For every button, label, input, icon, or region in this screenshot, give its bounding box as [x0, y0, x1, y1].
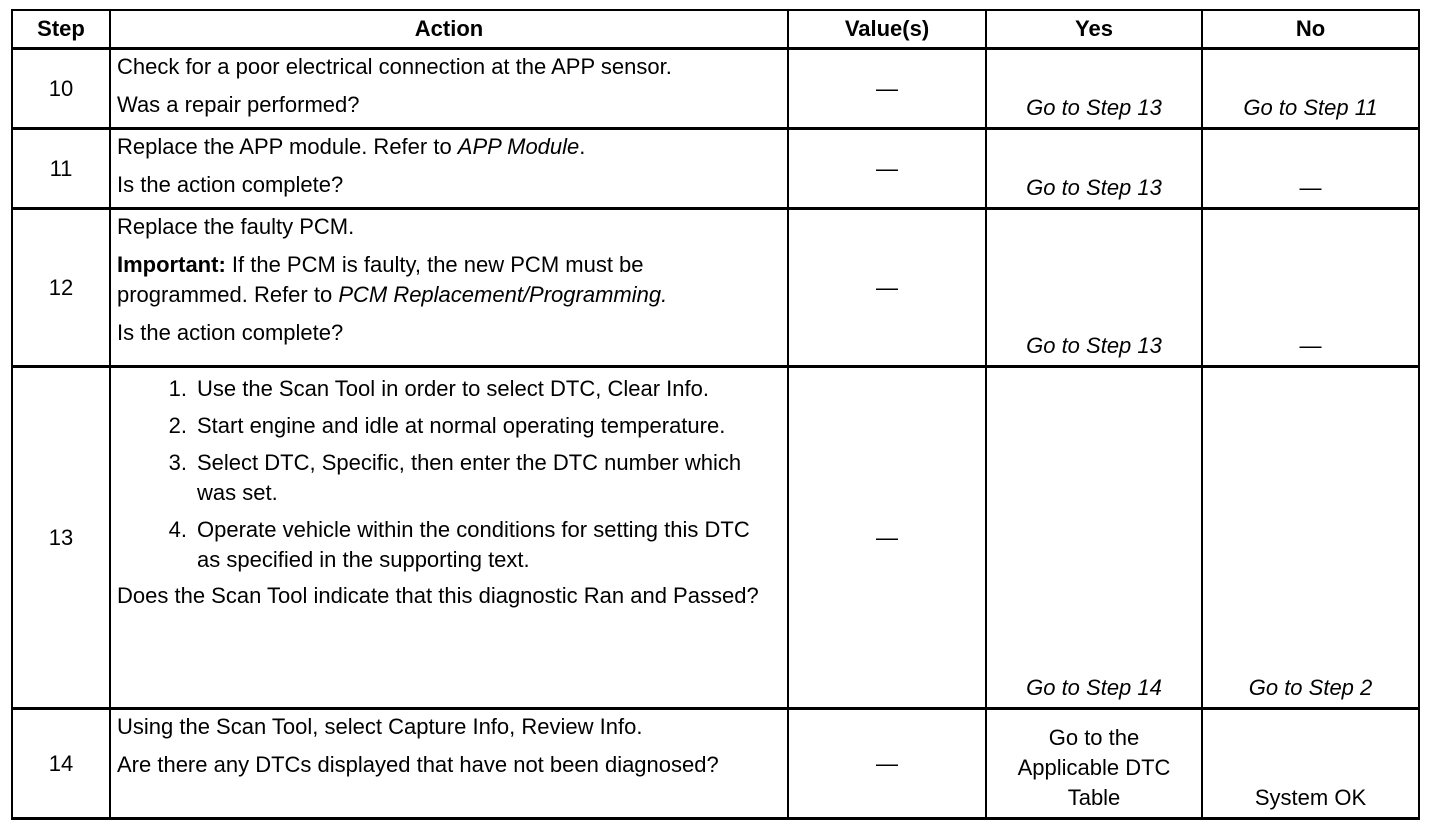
value-cell: —	[788, 49, 986, 129]
no-cell: —	[1202, 129, 1419, 209]
step-number: 14	[12, 709, 110, 819]
action-cell	[110, 209, 788, 367]
action-question: Is the action complete?	[117, 171, 344, 197]
list-number: 1.	[168, 376, 187, 401]
action-question: Was a repair performed?	[117, 91, 360, 117]
yes-cell: Go to Step 13	[986, 209, 1202, 367]
no-cell: —	[1202, 209, 1419, 367]
action-text-part: Replace the APP module. Refer to	[117, 134, 458, 159]
list-item	[117, 374, 779, 404]
header-step: Step	[12, 10, 110, 49]
action-cell	[110, 709, 788, 819]
important-text: If the PCM is faulty, the new PCM must be programmed. Refer to	[117, 251, 644, 307]
list-number: 4.	[168, 516, 187, 542]
table-row-step-10	[12, 49, 1419, 129]
no-cell: Go to Step 11	[1202, 49, 1419, 129]
header-no: No	[1202, 10, 1419, 49]
value-cell: —	[788, 209, 986, 367]
procedure-list	[117, 374, 779, 574]
step-number: 10	[12, 49, 110, 129]
important-note	[117, 250, 779, 310]
step-number: 11	[12, 129, 110, 209]
table-row-step-11	[12, 129, 1419, 209]
value-cell: —	[788, 367, 986, 709]
reference-link: APP Module	[457, 134, 580, 159]
action-question: Is the action complete?	[117, 319, 344, 345]
no-cell: System OK	[1202, 709, 1419, 819]
action-cell	[110, 367, 788, 709]
step-number: 12	[12, 209, 110, 367]
list-text: Select DTC, Specific, then enter the DTC number which was set.	[197, 449, 742, 505]
diagnostic-table	[11, 9, 1420, 820]
header-row	[12, 10, 1419, 49]
yes-cell: Go to Step 13	[986, 129, 1202, 209]
header-action: Action	[110, 10, 788, 49]
action-cell	[110, 49, 788, 129]
action-text: Using the Scan Tool, select Capture Info, Review Info.	[117, 714, 643, 739]
value-cell: —	[788, 709, 986, 819]
action-text: Replace the faulty PCM.	[117, 214, 355, 239]
table-row-step-13	[12, 367, 1419, 709]
yes-cell: Go to the Applicable DTC Table	[986, 709, 1202, 819]
yes-cell: Go to Step 14	[986, 367, 1202, 709]
action-text-part: .	[579, 134, 586, 159]
action-question: Does the Scan Tool indicate that this diagnostic Ran and Passed?	[117, 583, 759, 609]
list-text: Operate vehicle within the conditions for setting this DTC as specified in the supporting text.	[197, 516, 750, 572]
action-question: Are there any DTCs displayed that have not been diagnosed?	[117, 751, 719, 777]
important-label: Important:	[117, 251, 226, 277]
list-item	[117, 515, 779, 575]
list-item	[117, 448, 779, 508]
list-item	[117, 411, 779, 441]
step-number: 13	[12, 367, 110, 709]
reference-link: PCM Replacement/Programming.	[338, 281, 668, 307]
table-row-step-12	[12, 209, 1419, 367]
header-values: Value(s)	[788, 10, 986, 49]
action-text	[117, 132, 779, 162]
value-cell: —	[788, 129, 986, 209]
list-number: 2.	[168, 412, 187, 438]
header-yes: Yes	[986, 10, 1202, 49]
no-cell: Go to Step 2	[1202, 367, 1419, 709]
list-text: Use the Scan Tool in order to select DTC, Clear Info.	[197, 376, 709, 401]
action-cell	[110, 129, 788, 209]
list-text: Start engine and idle at normal operating temperature.	[197, 412, 726, 438]
yes-cell: Go to Step 13	[986, 49, 1202, 129]
list-number: 3.	[168, 449, 187, 475]
table-row-step-14	[12, 709, 1419, 819]
action-text: Check for a poor electrical connection at the APP sensor.	[117, 54, 672, 79]
